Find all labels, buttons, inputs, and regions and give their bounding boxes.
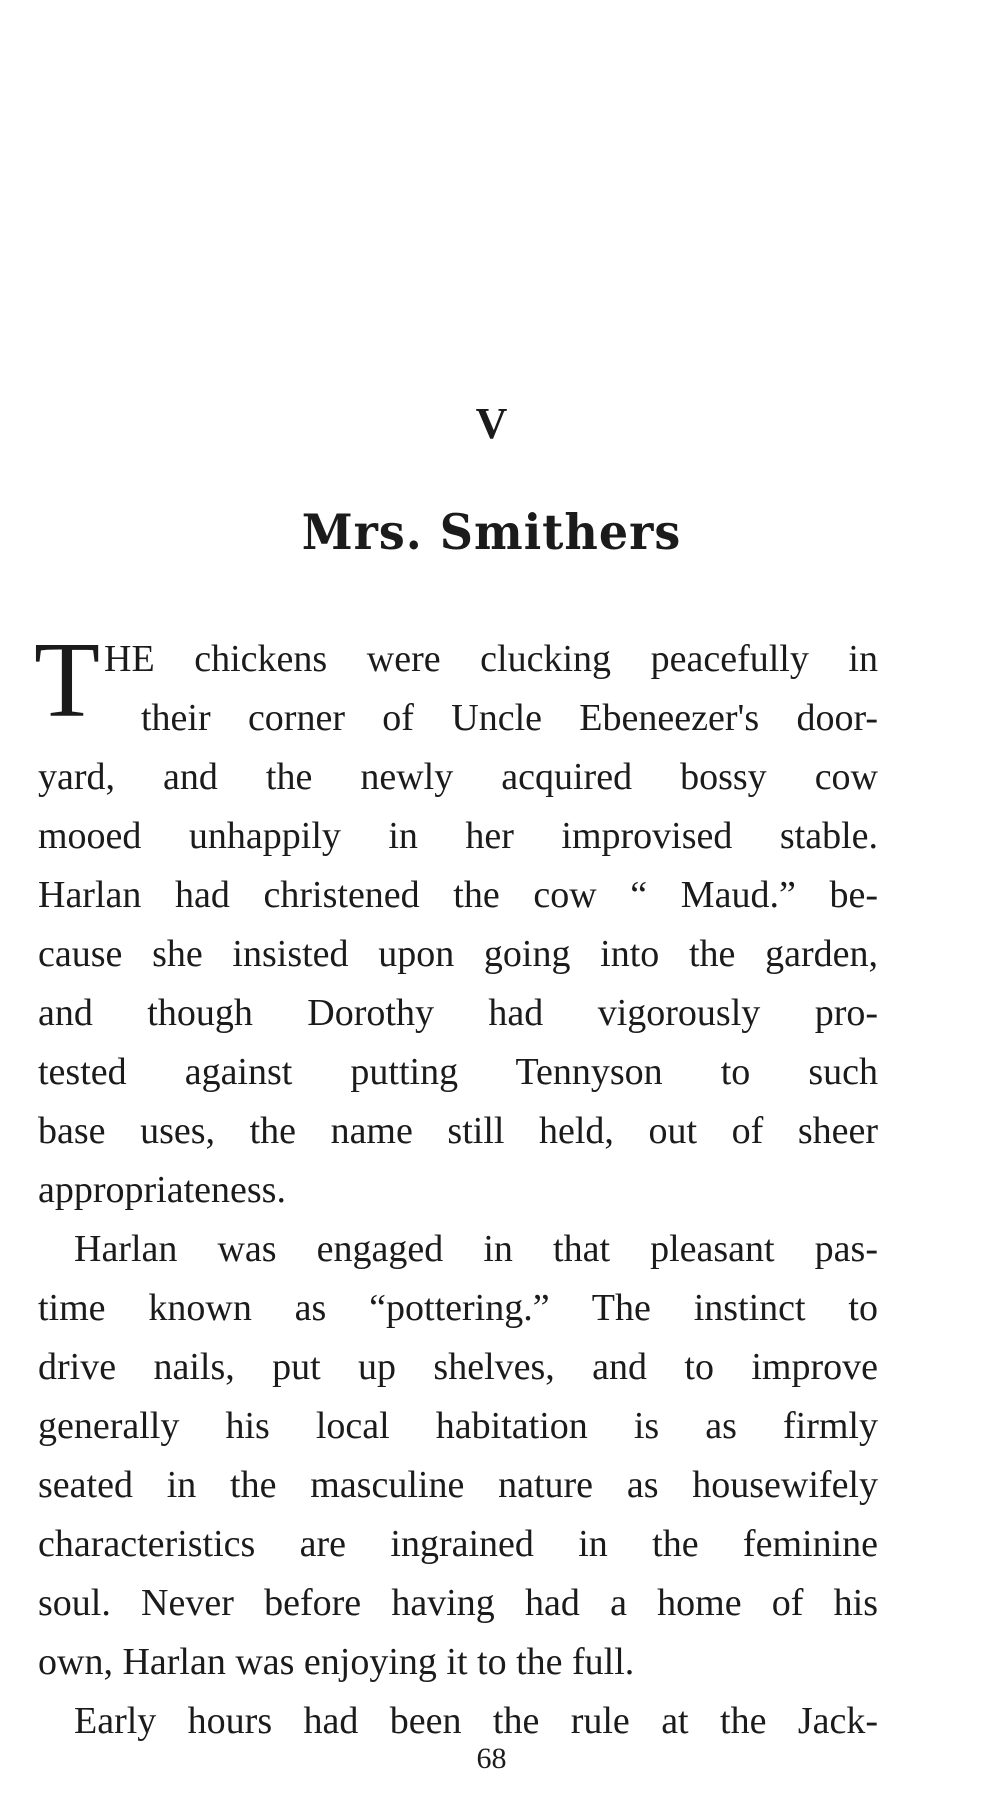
drop-cap: T bbox=[34, 621, 100, 740]
text-line: soul. Never before having had a home of his bbox=[38, 1582, 878, 1624]
text-line: own, Harlan was enjoying it to the full. bbox=[38, 1641, 635, 1683]
text-line: appropriateness. bbox=[38, 1169, 286, 1211]
paragraph-1 bbox=[34, 621, 878, 1220]
text-line: HE chickens were clucking peacefully in bbox=[104, 638, 878, 680]
text-line: Early hours had been the rule at the Jack- bbox=[74, 1700, 878, 1742]
paragraph-2 bbox=[38, 1220, 878, 1692]
text-line: mooed unhappily in her improvised stable. bbox=[38, 815, 878, 857]
text-line: Harlan had christened the cow “ Maud.” be- bbox=[38, 874, 878, 916]
text-line: Harlan was engaged in that pleasant pas- bbox=[74, 1228, 878, 1270]
text-line: cause she insisted upon going into the garden, bbox=[38, 933, 878, 975]
chapter-title: Mrs. Smithers bbox=[301, 503, 682, 561]
text-line: drive nails, put up shelves, and to improve bbox=[38, 1346, 878, 1388]
text-line: their corner of Uncle Ebeneezer's door- bbox=[141, 697, 878, 739]
text-line: base uses, the name still held, out of sheer bbox=[38, 1110, 878, 1152]
text-line: tested against putting Tennyson to such bbox=[38, 1051, 878, 1093]
text-line: seated in the masculine nature as housewifely bbox=[38, 1464, 878, 1506]
text-line: generally his local habitation is as firmly bbox=[38, 1405, 878, 1447]
page-number: 68 bbox=[476, 1742, 507, 1775]
text-line: characteristics are ingrained in the feminine bbox=[38, 1523, 878, 1565]
text-line: time known as “pottering.” The instinct to bbox=[38, 1287, 878, 1329]
text-line: and though Dorothy had vigorously pro- bbox=[38, 992, 878, 1034]
chapter-number: V bbox=[475, 399, 508, 448]
chapter-body bbox=[34, 621, 878, 1751]
text-line: yard, and the newly acquired bossy cow bbox=[38, 756, 878, 798]
